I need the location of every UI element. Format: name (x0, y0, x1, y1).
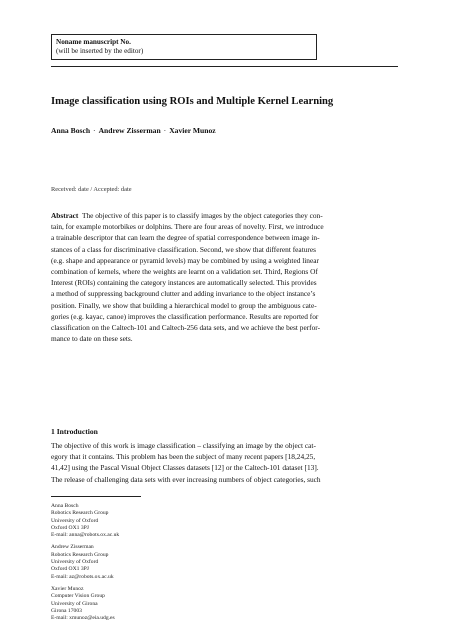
abstract-line: mance to date on these sets. (51, 334, 133, 344)
abstract-line: classification on the Caltech-101 and Caltech-256 data sets, and we achieve the best perfor- (51, 323, 321, 333)
abstract-line: tain, for example motorbikes or dolphins. There are four areas of novelty. First, we introduce (51, 222, 324, 232)
abstract-line: a method of suppressing background clutter and adding invariance to the object instance’s (51, 289, 316, 299)
body-line: The objective of this work is image classification – classifying an image by the object cat- (51, 441, 316, 450)
body-line: The release of challenging data sets with ever increasing numbers of object categories, such (51, 474, 321, 484)
manuscript-number-label: Noname manuscript No. (56, 38, 131, 46)
abstract-line (51, 210, 398, 221)
affiliation-name: Anna Bosch (51, 503, 79, 509)
affiliation-block (51, 503, 251, 539)
footnote-rule (51, 496, 141, 497)
abstract-block (51, 210, 398, 344)
affiliation-line: Robotics Research Group (51, 551, 109, 558)
affiliation-line: Girona 17003 (51, 607, 82, 614)
affiliation-block (51, 586, 251, 622)
abstract-label: Abstract (51, 211, 79, 220)
affiliation-line: University of Oxford (51, 517, 99, 524)
abstract-line: gories (e.g. kayac, canoe) improves the classification performance. Results are reported for (51, 311, 319, 321)
editor-note: (will be inserted by the editor) (56, 47, 144, 55)
affiliation-name: Xavier Munoz (51, 585, 84, 592)
affiliation-line: Oxford OX1 3PJ (51, 566, 89, 573)
author-name: Andrew Zisserman (98, 126, 161, 135)
affiliation-block (51, 544, 251, 580)
author-name: Xavier Munoz (169, 126, 216, 135)
affiliation-line: University of Girona (51, 600, 98, 607)
affiliation-line: Robotics Research Group (51, 510, 109, 517)
body-line: egory that it contains. This problem has been the subject of many recent papers [18,24,25, (51, 452, 316, 462)
abstract-line: stances of a class for discriminative classification. Second, we show that different features (51, 244, 316, 254)
affiliation-email: E-mail: anna@robots.ox.ac.uk (51, 532, 120, 539)
author-list (51, 126, 411, 135)
abstract-line: (e.g. shape and appearance or pyramid levels) may be combined by using a weighted linear (51, 255, 319, 265)
abstract-line: a trainable descriptor that can learn the degree of spatial correspondence between image in- (51, 233, 320, 243)
author-separator: · (163, 126, 167, 135)
affiliation-name: Andrew Zisserman (51, 544, 94, 551)
received-date: Received: date / Accepted: date (51, 186, 132, 193)
body-line: 41,42] using the Pascal Visual Object Classes datasets [12] or the Caltech-101 dataset [13]. (51, 463, 319, 473)
affiliation-email: E-mail: xmunoz@eia.udg.es (51, 615, 115, 622)
introduction-body (51, 440, 398, 485)
affiliation-email: E-mail: az@robots.ox.ac.uk (51, 573, 114, 580)
affiliations (51, 503, 251, 627)
abstract-line: Interest (ROIs) containing the category instances are automatically selected. This provides (51, 278, 317, 288)
header-rule (51, 66, 398, 67)
affiliation-line: Computer Vision Group (51, 593, 105, 600)
abstract-line: position. Finally, we show that building a hierarchical model to group the ambiguous cate- (51, 300, 317, 310)
affiliation-line: Oxford OX1 3PJ (51, 524, 89, 531)
manuscript-number-box (51, 34, 317, 60)
paper-title: Image classification using ROIs and Multiple Kernel Learning (51, 96, 334, 107)
abstract-text: The objective of this paper is to classify images by the object categories they con- (82, 211, 323, 220)
affiliation-line: University of Oxford (51, 559, 99, 566)
author-name: Anna Bosch (51, 126, 91, 135)
abstract-line: combination of kernels, where the weights are learnt on a validation set. Third, Regions Of (51, 267, 318, 277)
section-heading-introduction: 1 Introduction (51, 427, 98, 436)
author-separator: · (93, 126, 96, 135)
